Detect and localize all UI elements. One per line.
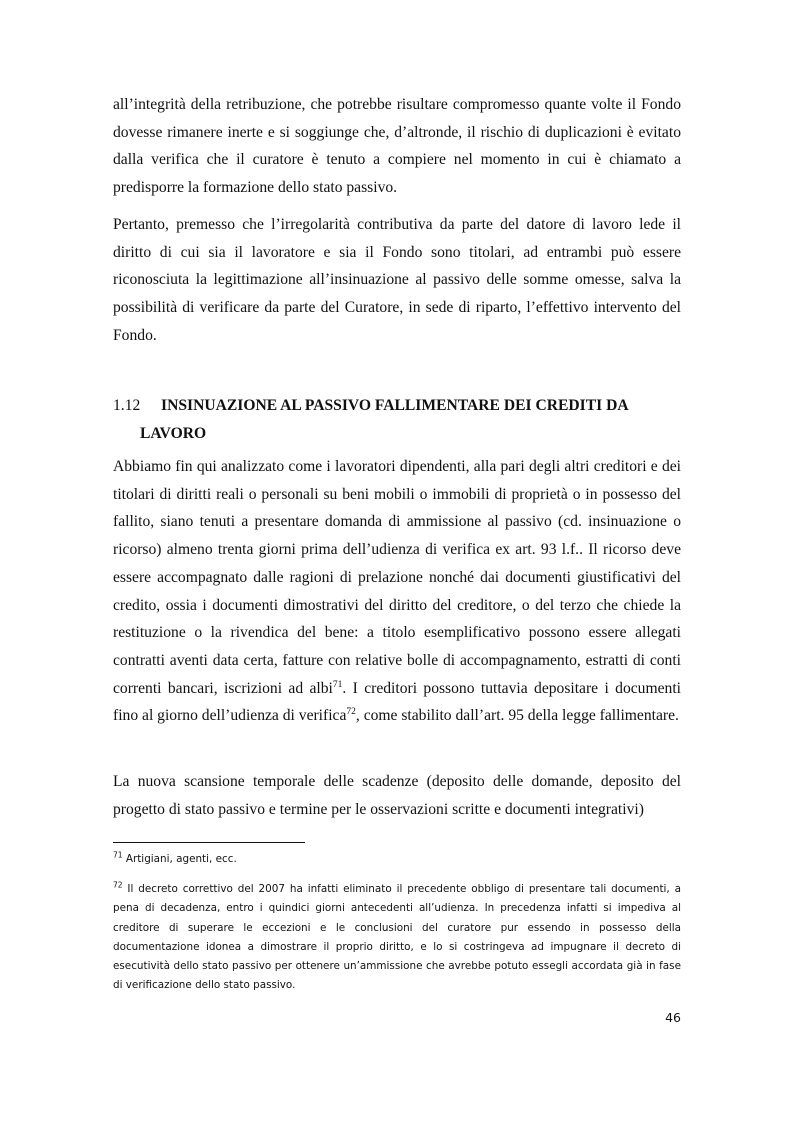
footnote-72 (113, 880, 681, 996)
paragraph-text: , come stabilito dall’art. 95 della legge fallimentare. (355, 707, 679, 725)
paragraph-retribuzione: all’integrità della retribuzione, che potrebbe risultare compromesso quante volte il Fondo dovesse rimanere inerte e si soggiunge che, d’altronde, il rischio di duplicazioni è evitato dalla verifica che il curatore è tenuto a compiere nel momento in cui è chiamato a predisporre la formazione dello stato passivo. (113, 96, 681, 197)
paragraph-domanda-ammissione (113, 453, 681, 730)
page-number: 46 (665, 1010, 681, 1025)
footnote-marker: 71 (113, 850, 123, 860)
footnote-ref-71[interactable]: 71 (332, 679, 343, 690)
section-heading (113, 392, 681, 448)
paragraph-scansione-temporale: La nuova scansione temporale delle scadenze (deposito delle domande, deposito del progetto di stato passivo e termine per le osservazioni scritte e documenti integrativi) (113, 773, 681, 818)
footnote-71 (113, 850, 681, 869)
paragraph-legittimazione: Pertanto, premesso che l’irregolarità contributiva da parte del datore di lavoro lede il diritto di cui sia il lavoratore e sia il Fondo sono titolari, ad entrambi può essere riconosciuta la legittimazione all’insinuazione al passivo delle somme omesse, salva la possibilità di verificare da parte del Curatore, in sede di riparto, l’effettivo intervento del Fondo. (113, 216, 681, 344)
paragraph-text: Abbiamo fin qui analizzato come i lavoratori dipendenti, alla pari degli altri creditori e dei titolari di diritti reali o personali su beni mobili o immobili di proprietà o in possesso del fallito, siano tenuti a presentare domanda di ammissione al passivo (cd. insinuazione o ricorso) almeno trenta giorni prima dell’udienza di verifica ex art. 93 l.f.. Il ricorso deve essere accompagnato dalle ragioni di prelazione nonché dai documenti giustificativi del credito, ossia i documenti dimostrativi del diritto del creditore, o del terzo che chiede la restituzione o la rivendica del bene: a titolo esemplificativo possono essere allegati contratti aventi data certa, fatture con relative bolle di accompagnamento, estratti di conti correnti bancari, iscrizioni ad albi (113, 458, 681, 697)
section-title-line1: INSINUAZIONE AL PASSIVO FALLIMENTARE DEI CREDITI DA (161, 397, 629, 414)
footnote-divider (113, 842, 305, 843)
footnote-marker: 72 (113, 880, 123, 890)
paragraph-text: . I creditori possono tuttavia depositare i documenti fino al giorno dell’udienza di verifica (113, 679, 681, 725)
footnote-text: Il decreto correttivo del 2007 ha infatti eliminato il precedente obbligo di presentare tali documenti, a pena di decadenza, entro i quindici giorni antecedenti all’udienza. In precedenza infatti si impediva al creditore di superare le eccezioni e le conclusioni del curatore pur essendo in possesso della documentazione idonea a dimostrare il proprio diritto, e lo si costringeva ad impugnare il decreto di esecutività dello stato passivo per ottenere un’ammissione che avrebbe potuto essegli accordata già in fase di verificazione dello stato passivo. (113, 883, 681, 992)
footnote-text: Artigiani, agenti, ecc. (122, 853, 237, 865)
section-number: 1.12 (113, 397, 141, 414)
section-title-line2: LAVORO (140, 425, 207, 442)
footnote-ref-72[interactable]: 72 (346, 707, 356, 718)
